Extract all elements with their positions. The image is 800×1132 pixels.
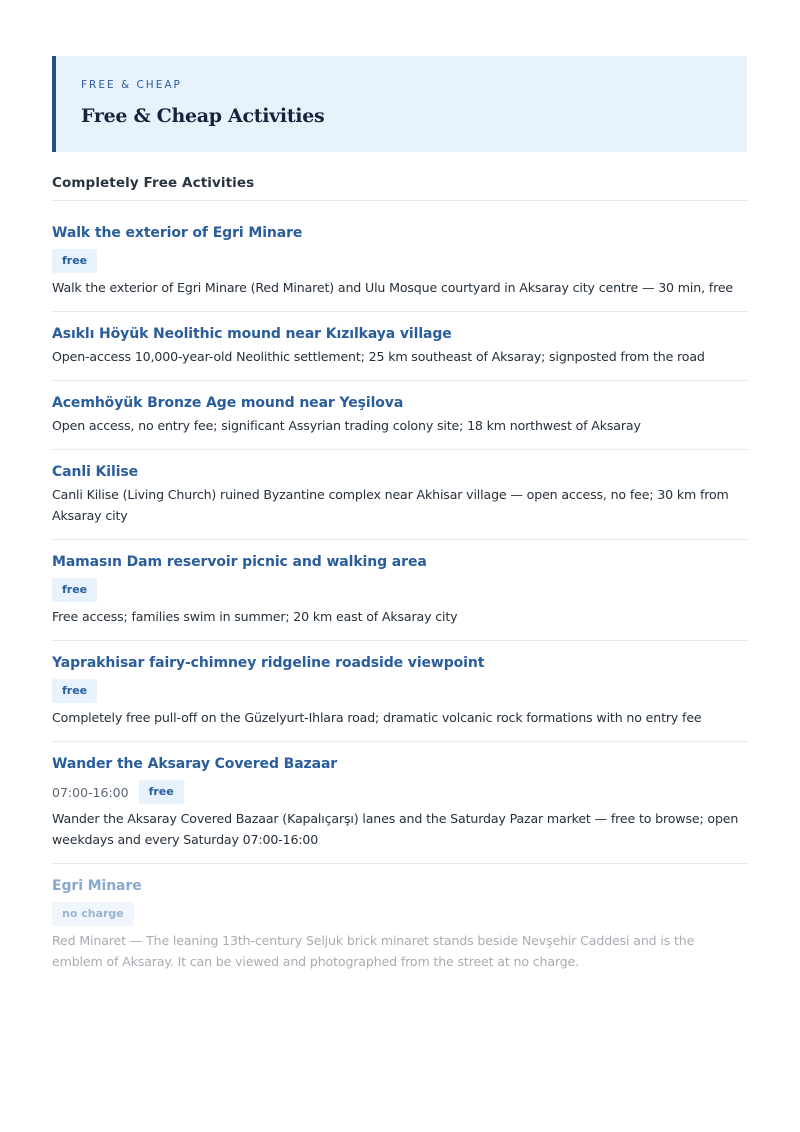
activity-meta	[52, 578, 748, 602]
activity-title[interactable]: Wander the Aksaray Covered Bazaar	[52, 756, 338, 772]
list-item	[52, 742, 748, 864]
list-item	[52, 641, 748, 742]
activity-description: Completely free pull-off on the Güzelyurt-Ihlara road; dramatic volcanic rock formations with no entry fee	[52, 710, 702, 725]
activity-title[interactable]: Walk the exterior of Egri Minare	[52, 225, 303, 241]
list-item	[52, 540, 748, 641]
page-eyebrow: FREE & CHEAP	[81, 79, 182, 91]
activity-list	[52, 201, 748, 985]
price-badge: free	[139, 780, 184, 804]
activity-description: Wander the Aksaray Covered Bazaar (Kapalıçarşı) lanes and the Saturday Pazar market — free to browse; open weekdays and every Saturday 07:00-16:00	[52, 811, 739, 847]
section-heading: Completely Free Activities	[52, 174, 748, 201]
price-badge: free	[52, 249, 97, 273]
activity-meta	[52, 780, 748, 804]
page-title: Free & Cheap Activities	[81, 105, 325, 127]
activity-meta	[52, 249, 748, 273]
activity-title[interactable]: Canli Kilise	[52, 464, 139, 480]
list-item	[52, 381, 748, 450]
price-badge: free	[52, 679, 97, 703]
activity-description: Free access; families swim in summer; 20 km east of Aksaray city	[52, 609, 458, 624]
page-header	[52, 56, 747, 152]
activity-title[interactable]: Mamasın Dam reservoir picnic and walking area	[52, 554, 427, 570]
opening-hours: 07:00-16:00	[52, 784, 129, 800]
free-activities-section	[52, 174, 748, 985]
activity-title[interactable]: Egri Minare	[52, 878, 142, 894]
list-item	[52, 864, 748, 985]
activity-description: Open access, no entry fee; significant Assyrian trading colony site; 18 km northwest of Aksaray	[52, 418, 641, 433]
activity-description: Canli Kilise (Living Church) ruined Byzantine complex near Akhisar village — open access, no fee; 30 km from Aksaray city	[52, 487, 729, 523]
activity-meta	[52, 902, 748, 926]
activity-title[interactable]: Acemhöyük Bronze Age mound near Yeşilova	[52, 395, 404, 411]
activity-title[interactable]: Asıklı Höyük Neolithic mound near Kızılkaya village	[52, 326, 452, 342]
list-item	[52, 201, 748, 312]
activity-description: Red Minaret — The leaning 13th-century Seljuk brick minaret stands beside Nevşehir Caddesi and is the emblem of Aksaray. It can be viewed and photographed from the street at no charge.	[52, 933, 695, 969]
price-badge: free	[52, 578, 97, 602]
activity-description: Open-access 10,000-year-old Neolithic settlement; 25 km southeast of Aksaray; signposted from the road	[52, 349, 705, 364]
activity-title[interactable]: Yaprakhisar fairy-chimney ridgeline roadside viewpoint	[52, 655, 485, 671]
price-badge: no charge	[52, 902, 134, 926]
activity-description: Walk the exterior of Egri Minare (Red Minaret) and Ulu Mosque courtyard in Aksaray city centre — 30 min, free	[52, 280, 734, 295]
activity-meta	[52, 679, 748, 703]
list-item	[52, 450, 748, 540]
list-item	[52, 312, 748, 381]
